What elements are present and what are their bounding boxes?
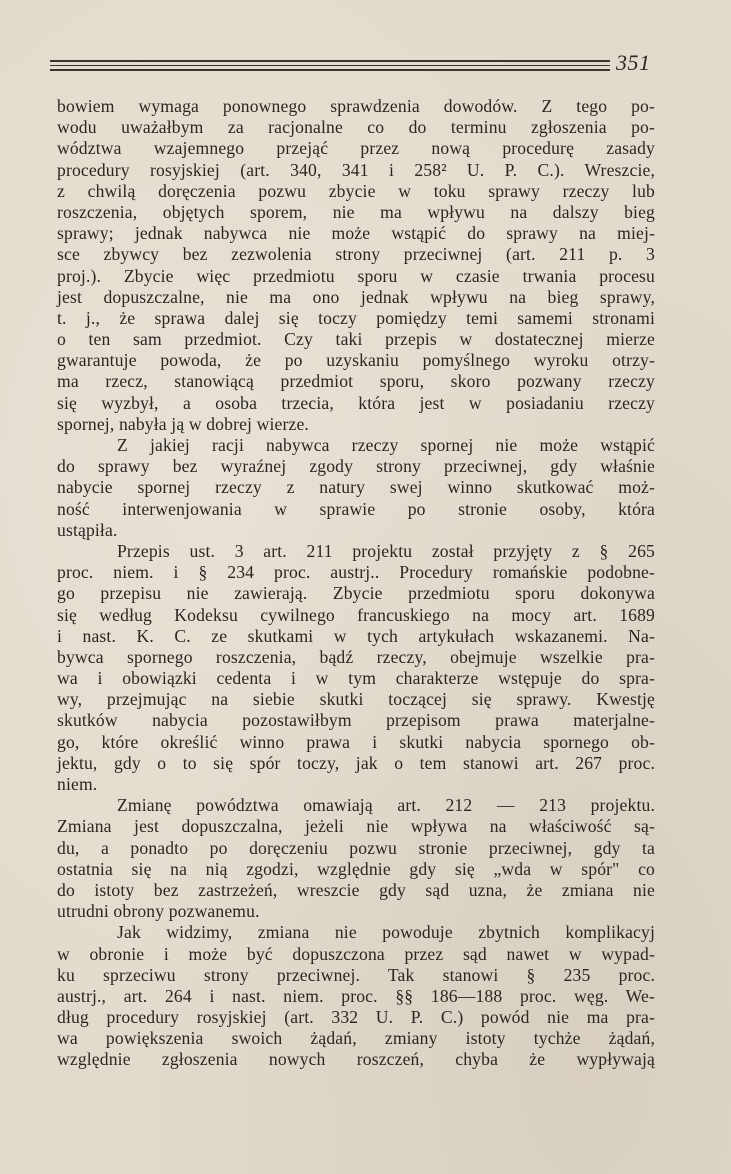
text-line: dług procedury rosyjskiej (art. 332 U. P. C.) powód nie ma pra- <box>57 1007 655 1028</box>
text-line: jest dopuszczalne, nie ma ono jednak wpływu na bieg sprawy, <box>57 286 655 307</box>
text-line: spornej, nabyła ją w dobrej wierze. <box>57 413 309 434</box>
text-line: nabycie spornej rzeczy z natury swej winno skutkować moż- <box>57 477 655 498</box>
text-line: ma rzecz, stanowiącą przedmiot sporu, skoro pozwany rzeczy <box>57 371 655 392</box>
text-line: go przepisu nie zawierają. Zbycie przedmiotu sporu dokonywa <box>57 583 655 604</box>
text-line: z chwilą doręczenia pozwu zbycie w toku sprawy rzeczy lub <box>57 180 655 201</box>
text-line: t. j., że sprawa dalej się toczy pomiędzy temi samemi stronami <box>57 307 655 328</box>
text-line: sce zbywcy bez zezwolenia strony przeciwnej (art. 211 p. 3 <box>57 244 655 265</box>
text-line: proj.). Zbycie więc przedmiotu sporu w czasie trwania procesu <box>57 265 655 286</box>
text-line: do istoty bez zastrzeżeń, wreszcie gdy sąd uzna, że zmiana nie <box>57 879 655 900</box>
text-line: wa powiększenia swoich żądań, zmiany istoty tychże żądań, <box>57 1028 655 1049</box>
text-line: Zmianę powództwa omawiają art. 212 — 213 projektu. <box>117 795 655 816</box>
text-line: gwarantuje powoda, że po uzyskaniu pomyślnego wyroku otrzy- <box>57 350 655 371</box>
page-number: 351 <box>616 50 651 75</box>
text-line: ność interwenjowania w sprawie po stronie osoby, która <box>57 498 655 519</box>
text-line: proc. niem. i § 234 proc. austrj.. Procedury romańskie podobne- <box>57 562 655 583</box>
text-line: niem. <box>57 774 98 794</box>
text-line: o ten sam przedmiot. Czy taki przepis w dostatecznej mierze <box>57 329 655 350</box>
text-line: ustąpiła. <box>57 519 118 540</box>
text-line: jektu, gdy o to się spór toczy, jak o tem stanowi art. 267 proc. <box>57 752 655 773</box>
text-line: bowiem wymaga ponownego sprawdzenia dowodów. Z tego po- <box>57 96 655 116</box>
text-line: w obronie i może być dopuszczona przez sąd nawet w wypad- <box>57 943 655 964</box>
text-line: skutków nabycia pozostawiłbym przepisom prawa materjalne- <box>57 710 655 731</box>
text-line: procedury rosyjskiej (art. 340, 341 i 258² U. P. C.). Wreszcie, <box>57 159 655 180</box>
text-line: do sprawy bez wyraźnej zgody strony przeciwnej, gdy właśnie <box>57 456 655 477</box>
text-line: Zmiana jest dopuszczalna, jeżeli nie wpływa na właściwość są- <box>57 816 655 837</box>
page-header <box>50 52 660 82</box>
text-line: Jak widzimy, zmiana nie powoduje zbytnich komplikacyj <box>117 922 655 943</box>
text-line: wództwa wzajemnego przejąć przez nową procedurę zasady <box>57 138 655 159</box>
text-line: Przepis ust. 3 art. 211 projektu został przyjęty z § 265 <box>117 540 655 561</box>
header-rule <box>50 65 610 66</box>
text-line: względnie zgłoszenia nowych roszczeń, chyba że wypływają <box>57 1049 655 1070</box>
text-line: ostatnia się na nią zgodzi, względnie gdy się „wda w spór" co <box>57 858 655 879</box>
text-line: sprawy; jednak nabywca nie może wstąpić do sprawy na miej- <box>57 223 655 244</box>
text-line: wy, przejmując na siebie skutki toczącej się sprawy. Kwestję <box>57 689 655 710</box>
text-line: i nast. K. C. ze skutkami w tych artykułach wskazanemi. Na- <box>57 625 655 646</box>
text-line: utrudni obrony pozwanemu. <box>57 901 260 922</box>
text-line: wodu uważałbym za racjonalne co do terminu zgłoszenia po- <box>57 117 655 138</box>
text-line: go, które określić winno prawa i skutki nabycia spornego ob- <box>57 731 655 752</box>
text-line: bywca spornego roszczenia, bądź rzeczy, obejmuje wszelkie pra- <box>57 646 655 667</box>
body-text <box>57 96 655 1071</box>
header-rule <box>50 69 610 71</box>
text-line: du, a ponadto po doręczeniu pozwu stronie przeciwnej, gdy ta <box>57 837 655 858</box>
text-line: roszczenia, objętych sporem, nie ma wpływu na dalszy bieg <box>57 201 655 222</box>
header-rule <box>50 60 610 62</box>
text-line: się według Kodeksu cywilnego francuskiego na mocy art. 1689 <box>57 604 655 625</box>
text-line: Z jakiej racji nabywca rzeczy spornej nie może wstąpić <box>117 435 655 455</box>
text-line: się wyzbył, a osoba trzecia, która jest w posiadaniu rzeczy <box>57 392 655 413</box>
text-line: ku sprzeciwu strony przeciwnej. Tak stanowi § 235 proc. <box>57 964 655 985</box>
text-line: austrj., art. 264 i nast. niem. proc. §§ 186—188 proc. węg. We- <box>57 985 655 1006</box>
text-line: wa i obowiązki cedenta i w tym charakterze wstępuje do spra- <box>57 668 655 689</box>
